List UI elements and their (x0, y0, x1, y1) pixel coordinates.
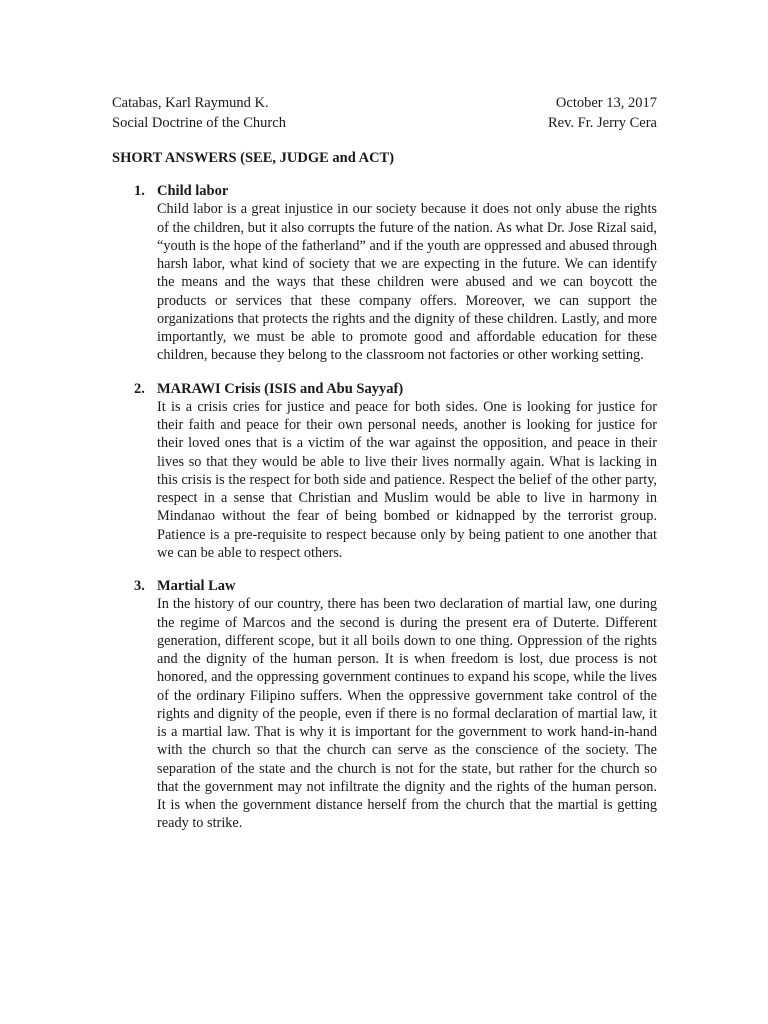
answer-number: 2. (134, 380, 145, 397)
answer-heading: Martial Law (157, 578, 236, 595)
answer-number: 3. (134, 578, 145, 595)
answer-item-martial-law (112, 577, 657, 833)
answers-list (112, 182, 657, 848)
answer-number: 1. (134, 183, 145, 199)
header-row-2 (112, 113, 657, 133)
header-row-1 (112, 93, 657, 113)
answer-body: It is a crisis cries for justice and peace for both sides. One is looking for justice for their faith and peace for their own personal needs, another is looking for justice for their loved ones that is a victim of the war against the opposition, and peace in their lives so that they would be able to live their lives normally again. What is lacking in this crisis is the respect for both side and patience. Respect the belief of the other party, respect in a sense that Christian and Muslim would be able to live in harmony in Mindanao without the fear of being bombed or kidnapped by the terrorist group. Patience is a pre-requisite to respect because only by being patient to one another that we can be able to respect others. (157, 398, 657, 561)
document-header (112, 93, 657, 133)
instructor-name: Rev. Fr. Jerry Cera (548, 115, 657, 131)
answer-heading: MARAWI Crisis (ISIS and Abu Sayyaf) (157, 380, 404, 397)
author-name: Catabas, Karl Raymund K. (112, 95, 269, 111)
course-name: Social Doctrine of the Church (112, 115, 286, 131)
document-date: October 13, 2017 (555, 95, 657, 111)
answer-item-child-labor (112, 182, 657, 365)
document-title: SHORT ANSWERS (SEE, JUDGE and ACT) (112, 150, 395, 166)
answer-item-marawi-crisis (112, 380, 657, 563)
answer-body: In the history of our country, there has been two declaration of martial law, one during the regime of Marcos and the second is during the present era of Duterte. Different generation, different scope, but it all boils down to one thing. Oppression of the rights and the dignity of the human person. It is when freedom is lost, due process is not honored, and the oppressing government continues to expand his scope, while the lives of the ordinary Filipino suffers. When the oppressive government take control of the rights and dignity of the people, even if there is no formal declaration of martial law, it is a martial law. That is why it is important for the government to work hand-in-hand with the church so that the church can serve as the conscience of the society. The separation of the state and the church is not for the state, but rather for the church so that the government may not infiltrate the dignity and the rights of the human person. It is when the government distance herself from the church that the martial is getting ready to strike. (157, 596, 657, 832)
answer-heading: Child labor (157, 183, 229, 199)
answer-body: Child labor is a great injustice in our society because it does not only abuse the rights of the children, but it also corrupts the future of the nation. As what Dr. Jose Rizal said, “youth is the hope of the fatherland” and if the youth are oppressed and abused through harsh labor, what kind of society that we are expecting in the future. We can identify the means and the ways that these children were abused and we can boycott the products or services that these company offers. Moreover, we can support the organizations that protects the rights and the dignity of these children. Lastly, and more importantly, we must be able to promote good and affordable education for these children, because they belong to the classroom not factories or other working setting. (157, 201, 657, 364)
